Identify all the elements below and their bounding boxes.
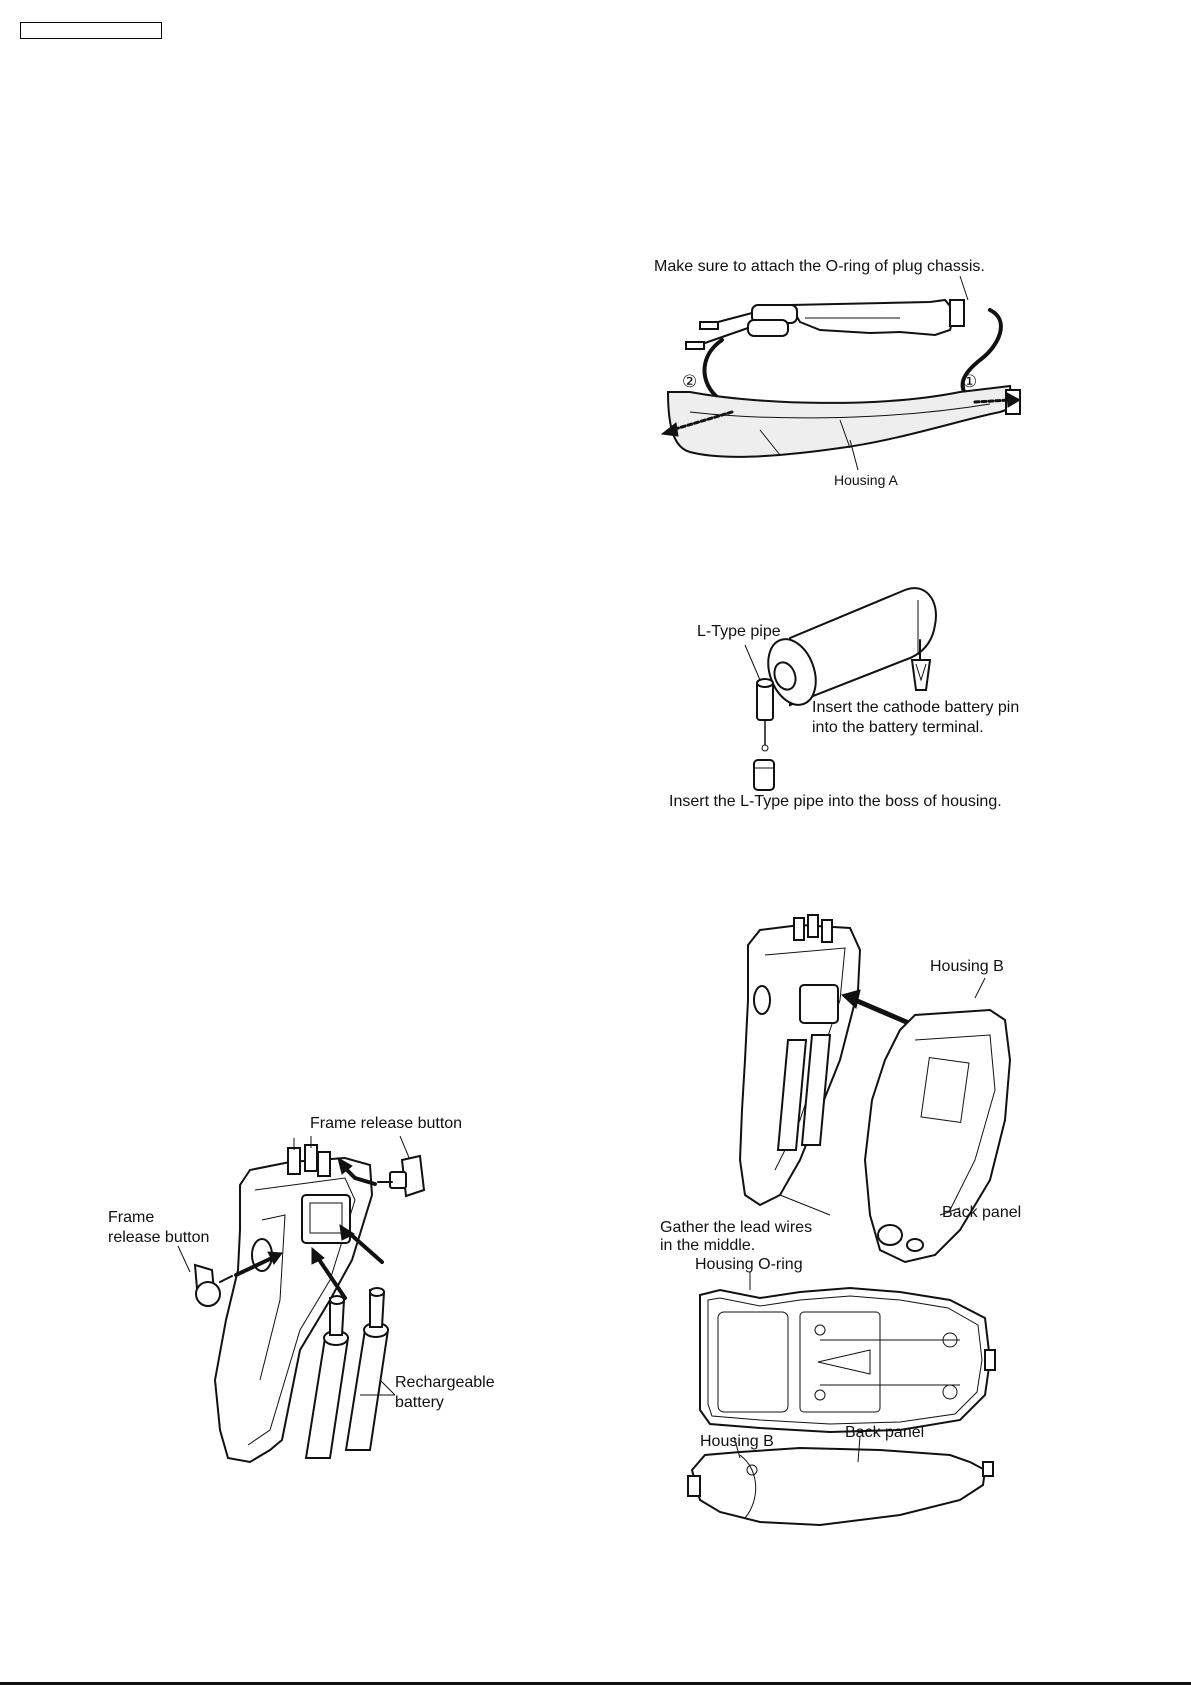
shaver-inner-contacts bbox=[794, 915, 832, 942]
frame-release-left-line-2: release button bbox=[108, 1229, 210, 1246]
lead-wires-line-1: Gather the lead wires bbox=[660, 1219, 813, 1236]
back-panel-top-label: Back panel bbox=[942, 1204, 1022, 1221]
battery-label-line-2: battery bbox=[395, 1394, 444, 1411]
housing-b-top-label: Housing B bbox=[930, 958, 1004, 975]
back-panel-bottom-label: Back panel bbox=[845, 1424, 925, 1441]
l-type-pipe-label: L-Type pipe bbox=[697, 623, 781, 640]
step-2-marker: ② bbox=[682, 372, 698, 391]
lead-wires-line-2: in the middle. bbox=[660, 1237, 756, 1254]
housing-plan-view bbox=[700, 1288, 995, 1432]
housing-a-label: Housing A bbox=[834, 472, 898, 488]
battery-label-line-1: Rechargeable bbox=[395, 1374, 495, 1391]
housing-b-bottom-label: Housing B bbox=[700, 1433, 774, 1450]
oring-caption: Make sure to attach the O-ring of plug chassis. bbox=[654, 258, 985, 275]
frame-release-left-line-1: Frame bbox=[108, 1209, 155, 1226]
back-panel bbox=[865, 1010, 1010, 1262]
housing-oring-label: Housing O-ring bbox=[695, 1256, 803, 1273]
boss-note: Insert the L-Type pipe into the boss of housing. bbox=[669, 793, 1002, 810]
step-1-marker: ① bbox=[962, 372, 978, 391]
frame-release-top-label: Frame release button bbox=[310, 1115, 463, 1132]
cathode-note-line-2: into the battery terminal. bbox=[812, 719, 984, 736]
cathode-note-line-1: Insert the cathode battery pin bbox=[812, 699, 1020, 716]
